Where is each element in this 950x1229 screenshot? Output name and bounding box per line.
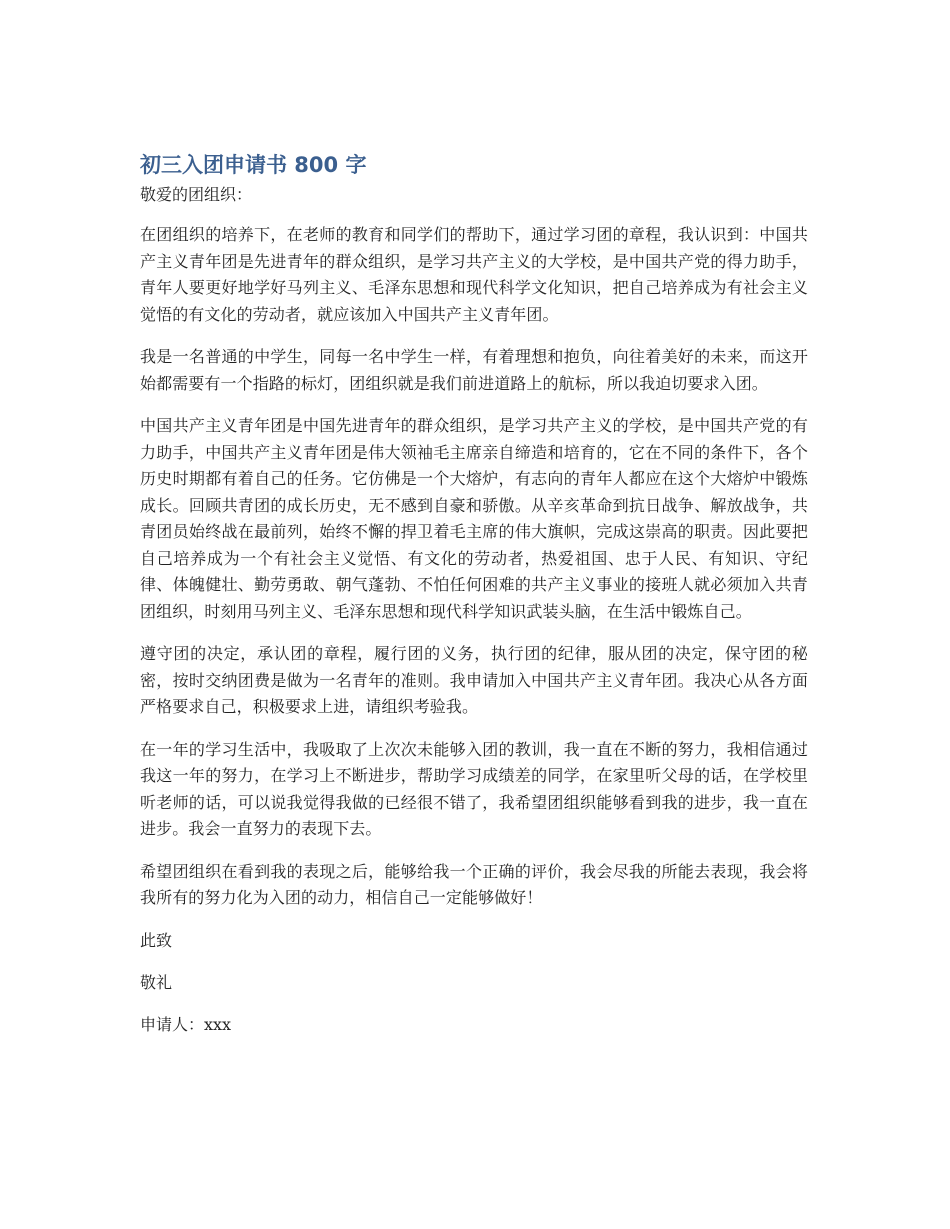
paragraph-1: 在团组织的培养下，在老师的教育和同学们的帮助下，通过学习团的章程，我认识到：中国共产主义青年团是先进青年的群众组织，是学习共产主义的大学校，是中国共产党的得力助手，青年人要更好地学好马列主义、毛泽东思想和现代科学文化知识，把自己培养成为有社会主义觉悟的有文化的劳动者，就应该加入中国共产主义青年团。 [140, 225, 808, 324]
paragraph-3: 中国共产主义青年团是中国先进青年的群众组织，是学习共产主义的学校，是中国共产党的有力助手，中国共产主义青年团是伟大领袖毛主席亲自缔造和培育的，它在不同的条件下，各个历史时期都有着自己的任务。它仿佛是一个大熔炉，有志向的青年人都应在这个大熔炉中锻炼成长。回顾共青团的成长历史，无不感到自豪和骄傲。从辛亥革命到抗日战争、解放战争，共青团员始终战在最前列，始终不懈的捍卫着毛主席的伟大旗帜，完成这崇高的职责。因此要把自己培养成为一个有社会主义觉悟、有文化的劳动者，热爱祖国、忠于人民、有知识、守纪律、体魄健壮、勤劳勇敢、朝气蓬勃、不怕任何困难的共产主义事业的接班人就必须加入共青团组织，时刻用马列主义、毛泽东思想和现代科学知识武装头脑，在生活中锻炼自己。 [140, 416, 808, 621]
signature: 申请人：xxx [140, 1014, 232, 1034]
document-title: 初三入团申请书 800 字 [140, 153, 367, 177]
paragraph-6: 希望团组织在看到我的表现之后，能够给我一个正确的评价，我会尽我的所能去表现，我会将我所有的努力化为入团的动力，相信自己一定能够做好！ [140, 861, 808, 907]
salutation: 敬爱的团组织： [140, 185, 253, 204]
closing-greeting: 此致 [140, 930, 173, 950]
closing-salute: 敬礼 [140, 972, 173, 992]
paragraph-5: 在一年的学习生活中，我吸取了上次次未能够入团的教训，我一直在不断的努力，我相信通过我这一年的努力，在学习上不断进步，帮助学习成绩差的同学，在家里听父母的话，在学校里听老师的话，可以说我觉得我做的已经很不错了，我希望团组织能够看到我的进步，我一直在进步。我会一直努力的表现下去。 [140, 739, 808, 838]
paragraph-2: 我是一名普通的中学生，同每一名中学生一样，有着理想和抱负，向往着美好的未来，而这开始都需要有一个指路的标灯，团组织就是我们前进道路上的航标，所以我迫切要求入团。 [140, 347, 808, 393]
document-page [140, 148, 808, 1054]
paragraph-4: 遵守团的决定，承认团的章程，履行团的义务，执行团的纪律，服从团的决定，保守团的秘密，按时交纳团费是做为一名青年的准则。我申请加入中国共产主义青年团。我决心从各方面严格要求自己，积极要求上进，请组织考验我。 [140, 644, 808, 716]
